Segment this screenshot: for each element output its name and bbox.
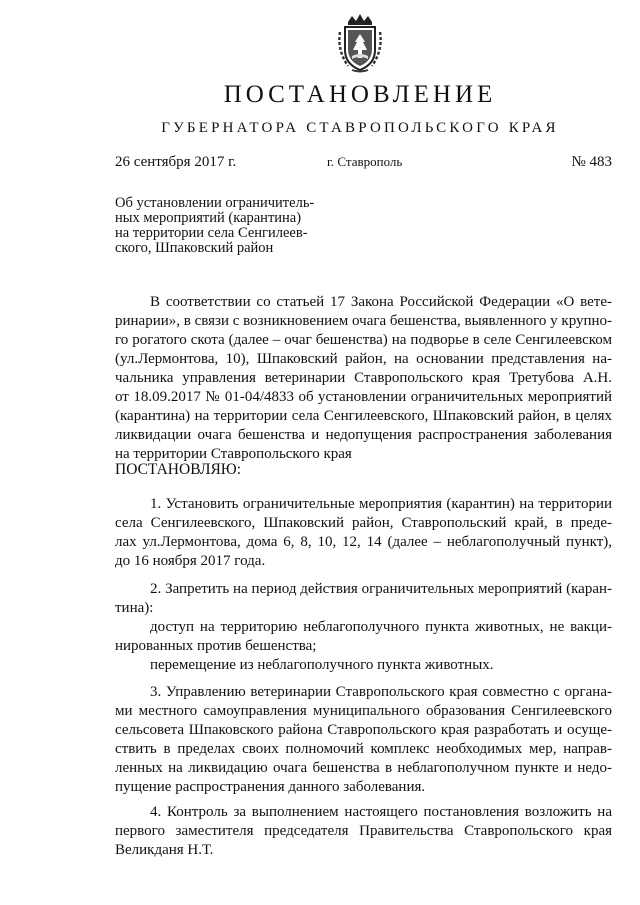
document-city: г. Ставрополь <box>327 154 403 169</box>
text-line: го рогатого скота (далее – очаг бешенства) на подворье в селе Сенгилеевском <box>115 332 612 348</box>
text-line: тина): <box>115 600 154 616</box>
subject-line: ных мероприятий (карантина) <box>115 210 302 226</box>
text-line: 1. Установить ограничительные мероприятия (карантин) на территории <box>150 496 612 512</box>
text-line: перемещение из неблагополучного пункта животных. <box>150 657 494 673</box>
item-3-paragraph <box>115 683 612 797</box>
text-line: ми местного самоуправления муниципального образования Сенгилеевского <box>115 703 612 719</box>
text-line: ликвидации очага бешенства и недопущения распространения заболевания <box>115 427 612 443</box>
text-line: ленных на ликвидацию очага бешенства в неблагополучном пункте и недо- <box>115 760 612 776</box>
preamble-paragraph <box>115 293 612 464</box>
item-4-paragraph <box>115 803 612 860</box>
document-subject <box>115 196 325 256</box>
subject-line: ского, Шпаковский район <box>115 240 274 256</box>
text-line: В соответствии со статьей 17 Закона Российской Федерации «О вете- <box>150 294 612 310</box>
text-line: сельсовета Шпаковского района Ставропольского края разработать и осуще- <box>115 722 612 738</box>
decree-heading: ПОСТАНОВЛЯЮ: <box>115 461 242 478</box>
subject-line: Об установлении ограничитель- <box>115 195 315 211</box>
text-line: первого заместителя председателя Правительства Ставропольского края <box>115 823 612 839</box>
text-line: 4. Контроль за выполнением настоящего постановления возложить на <box>150 804 612 820</box>
item-2-paragraph <box>115 580 612 675</box>
text-line: пущение распространения данного заболевания. <box>115 779 426 795</box>
subject-line: на территории села Сенгилеев- <box>115 225 308 241</box>
text-line: ствить в пределах своих полномочий комплекс необходимых мер, направ- <box>115 741 612 757</box>
text-line: чальника управления ветеринарии Ставропольского края Третубова А.Н. <box>115 370 612 386</box>
text-line: (ул.Лермонтова, 10), Шпаковский район, на основании представления на- <box>115 351 612 367</box>
text-line: на территории Ставропольского края <box>115 446 352 462</box>
text-line: (карантина) на территории села Сенгилеевского, Шпаковский район, в целях <box>115 408 612 424</box>
text-line: ринарии», в связи с возникновением очага бешенства, выявленного у крупно- <box>115 313 613 329</box>
text-line: лах ул.Лермонтова, дома 6, 8, 10, 12, 14 (далее – неблагополучный пункт), <box>115 534 612 550</box>
coat-of-arms-icon <box>334 12 386 74</box>
text-line: до 16 ноября 2017 года. <box>115 553 266 569</box>
document-subtitle: ГУБЕРНАТОРА СТАВРОПОЛЬСКОГО КРАЯ <box>161 120 559 136</box>
text-line: 2. Запретить на период действия ограничительных мероприятий (каран- <box>150 581 612 597</box>
text-line: 3. Управлению ветеринарии Ставропольского края совместно с органа- <box>150 684 612 700</box>
text-line: доступ на территорию неблагополучного пункта животных, не вакци- <box>150 619 612 635</box>
text-line: Великданя Н.Т. <box>115 842 214 858</box>
text-line: села Сенгилеевского, Шпаковский район, Ставропольский край, в преде- <box>115 515 612 531</box>
text-line: нированных против бешенства; <box>115 638 317 654</box>
document-title: ПОСТАНОВЛЕНИЕ <box>223 81 497 108</box>
text-line: от 18.09.2017 № 01-04/4833 об установлении ограничительных мероприятий <box>115 389 612 405</box>
item-1-paragraph <box>115 495 612 571</box>
document-date: 26 сентября 2017 г. <box>115 154 237 170</box>
document-number: № 483 <box>571 154 612 170</box>
